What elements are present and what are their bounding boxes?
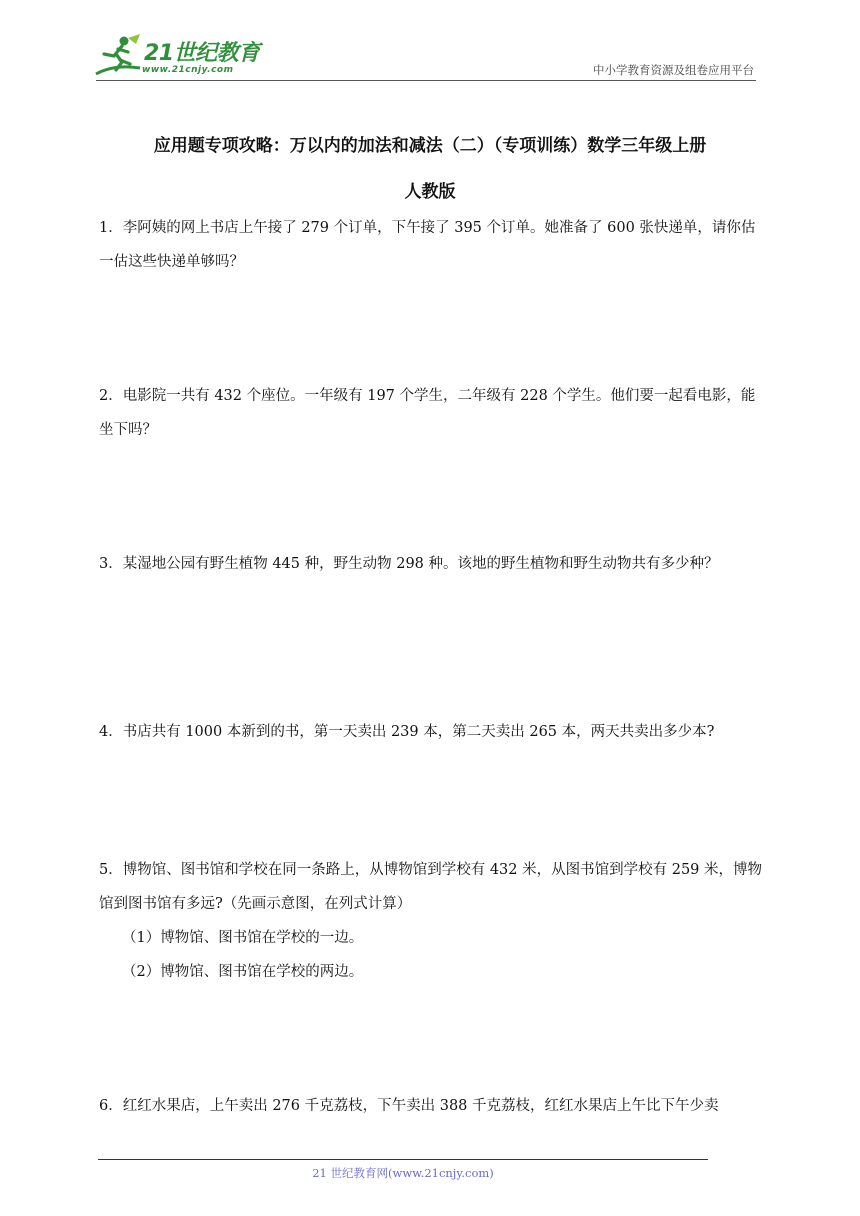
question-6: 6．红红水果店，上午卖出 276 千克荔枝，下午卖出 388 千克荔枝，红红水果店上午比下午少卖 bbox=[99, 1098, 719, 1114]
question-5-part-1: （1）博物馆、图书馆在学校的一边。 bbox=[122, 930, 364, 946]
question-4: 4．书店共有 1000 本新到的书，第一天卖出 239 本，第二天卖出 265 本，两天共卖出多少本? bbox=[99, 724, 715, 740]
header-divider bbox=[96, 80, 756, 81]
platform-name: 中小学教育资源及组卷应用平台 bbox=[593, 63, 754, 77]
page-header bbox=[0, 0, 860, 90]
question-5: 5．博物馆、图书馆和学校在同一条路上，从博物馆到学校有 432 米，从图书馆到学校有 259 米，博物馆到图书馆有多远?（先画示意图，在列式计算） bbox=[99, 862, 763, 912]
page-title: 应用题专项攻略：万以内的加法和减法（二）（专项训练）数学三年级上册 bbox=[153, 136, 707, 156]
question-3: 3．某湿地公园有野生植物 445 种，野生动物 298 种。该地的野生植物和野生动物共有多少种？ bbox=[99, 556, 719, 572]
logo-text: 21世纪教育 bbox=[144, 41, 260, 66]
footer-link[interactable]: 21 世纪教育网(www.21cnjy.com) bbox=[312, 1166, 494, 1180]
page-title-line2: 人教版 bbox=[404, 182, 456, 202]
logo-url: www.21cnjy.com bbox=[142, 65, 234, 75]
question-5-part-2: （2）博物馆、图书馆在学校的两边。 bbox=[122, 964, 364, 980]
question-1: 1．李阿姨的网上书店上午接了 279 个订单，下午接了 395 个订单。她准备了 600 张快递单，请你估一估这些快递单够吗？ bbox=[99, 220, 756, 270]
footer-divider bbox=[98, 1159, 708, 1160]
question-2: 2．电影院一共有 432 个座位。一年级有 197 个学生，二年级有 228 个学生。他们要一起看电影，能坐下吗？ bbox=[99, 388, 756, 438]
runner-logo-icon bbox=[94, 34, 146, 78]
site-logo[interactable] bbox=[94, 34, 264, 80]
